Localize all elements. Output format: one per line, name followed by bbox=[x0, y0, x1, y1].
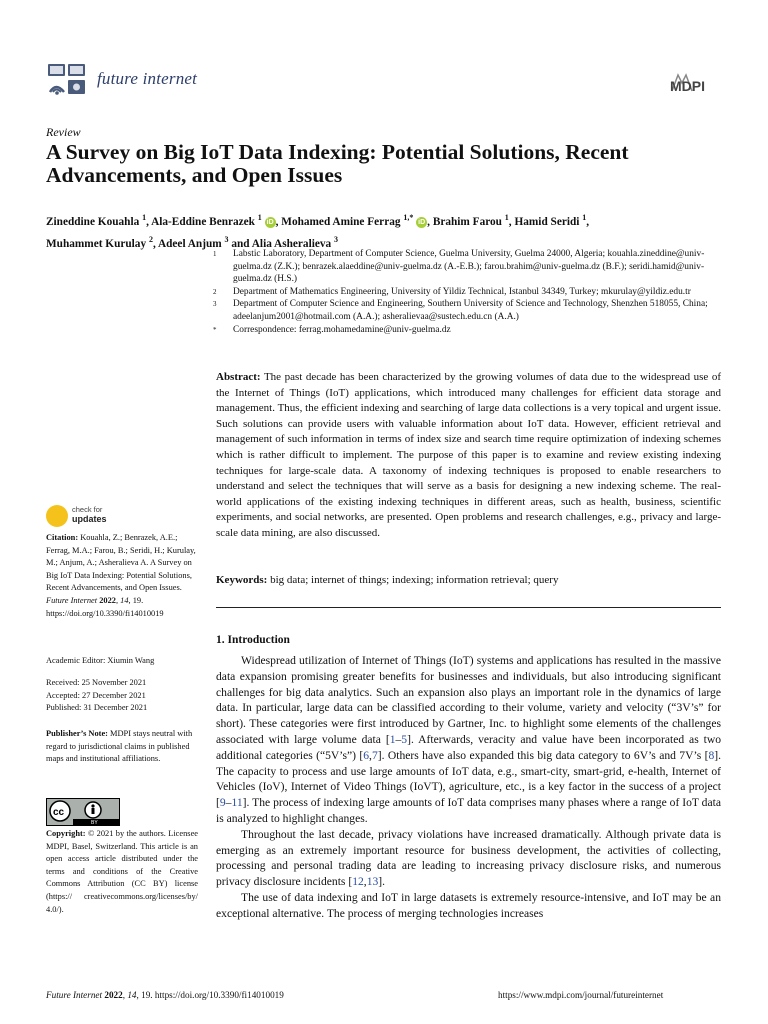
author[interactable]: Ala-Eddine Benrazek $^1$ iD bbox=[151, 213, 274, 228]
citation-link[interactable]: 12 bbox=[352, 875, 364, 889]
check-for-updates-button[interactable]: check for updates bbox=[46, 505, 146, 529]
author-list: Zineddine Kouahla $^1$, Ala-Eddine Benrazek $^1$ iD , Mohamed Amine Ferrag $^{1,*}$ iD , Brahim Farou $^1$, Hamid Seridi $^1$, Muhammet Kurulay $^2$, Adeel Anjum $^3$ and Alia Asheralieva $^3$ bbox=[46, 213, 590, 250]
page-title: A Survey on Big IoT Data Indexing: Potential Solutions, Recent Advancements, and Open Issues bbox=[46, 140, 629, 187]
section-heading: 1. Introduction bbox=[216, 634, 290, 646]
body-text bbox=[216, 653, 721, 922]
abstract bbox=[216, 370, 721, 542]
paragraph: Widespread utilization of Internet of Things (IoT) systems and applications has resulted in the massive data expansion promising greater benefits for businesses and individuals, but also introducing significant challenges for big data analytics. Such an expansion also plays an important role in the dynamics of large data. In particular, large data can be classified according to their volume, variety and velocity (“3V’s” for short). These categories were first introduced by Gartner, Inc. to highlight some elements of the challenges associated with large volume data [1–5]. Afterwards, veracity and value have been incorporated as two additional categories (“5V’s”) [6,7]. Others have also expanded this big data category to 6V’s and 7V’s [8]. The capacity to process and use large amounts of IoT data, e.g., smart-city, smart-grid, e-health, Internet of Vehicles (IoV), Internet of Video Things (IoVT), agriculture, etc., is a key factor in the success of a project [9–11]. The process of indexing large amounts of IoT data comprises many phases where a range of IoT data is analyzed to highlight changes. bbox=[216, 654, 722, 825]
academic-editor: Academic Editor: Xiumin Wang bbox=[46, 656, 155, 665]
author[interactable]: Mohamed Amine Ferrag $^{1,*}$ iD bbox=[281, 213, 426, 228]
divider bbox=[216, 607, 721, 608]
citation-link[interactable]: 5 bbox=[401, 732, 408, 746]
author[interactable]: Brahim Farou $^1$ bbox=[432, 213, 509, 228]
citation-link[interactable]: 7 bbox=[371, 748, 378, 762]
article-type: Review bbox=[46, 125, 81, 139]
journal-name: future internet bbox=[97, 69, 198, 88]
footer-citation: Future Internet 2022, 14, 19. https://doi.org/10.3390/fi14010019 bbox=[46, 990, 284, 1000]
affiliation: 2 Department of Mathematics Engineering, University of Yildiz Technical, Istanbul 34349, Turkey; mkurulay@yildiz.edu.tr bbox=[213, 286, 691, 297]
citation-link[interactable]: 13 bbox=[366, 875, 379, 889]
publication-dates bbox=[46, 677, 198, 715]
mdpi-logo-text: MDPI bbox=[670, 78, 705, 94]
affiliation: 3 Department of Computer Science and Engineering, Southern University of Science and Technology, Shenzhen 518055, China; adeelanjum2001@hotmail.com (A.A.); asheralievaa@sustech.edu.cn (A.A.) bbox=[213, 299, 708, 322]
orcid-icon[interactable]: iD bbox=[418, 218, 426, 226]
author[interactable]: Zineddine Kouahla $^1$ bbox=[46, 213, 147, 228]
citation-doi-link[interactable]: https://doi.org/10.3390/fi14010019 bbox=[46, 608, 164, 618]
copyright: Copyright: © 2021 by the authors. Licensee MDPI, Basel, Switzerland. This article is an open access article distributed under the terms and conditions of the Creative Commons Attribution (CC BY) license (https:// creativecommons.org/licenses/by/ 4.0/). bbox=[46, 829, 198, 914]
published-date: Published: 31 December 2021 bbox=[46, 703, 148, 713]
abstract-label: Abstract: bbox=[216, 371, 261, 383]
citation-link[interactable]: 9 bbox=[219, 796, 226, 810]
keywords-text: big data; internet of things; indexing; information retrieval; query bbox=[270, 574, 559, 586]
author[interactable]: Alia Asheralieva $^3$ bbox=[251, 234, 338, 250]
accepted-date: Accepted: 27 December 2021 bbox=[46, 690, 146, 700]
citation: Citation: Kouahla, Z.; Benrazek, A.E.; Ferrag, M.A.; Farou, B.; Seridi, H.; Kurulay, M.; Anjum, A.; Asheralieva A. A Survey on Big IoT Data Indexing: Potential Solutions, Recent Advancements, and Open Issues. Future Internet 2022, 14, 19. https://doi.org/10.3390/fi14010019 bbox=[46, 533, 196, 618]
abstract-text: The past decade has been characterized by the growing volumes of data due to the widespread use of the Internet of Things (IoT) applications, which introduced many challenges for efficient data storage and management. Thus, the efficient indexing and searching of large data collections is a very topical and urgent issue. Such solutions can provide users with valuable information about IoT data. However, efficient retrieval and management of such information in terms of index size and search time require optimization of indexing schemes which is rather difficult to implement. The purpose of this paper is to examine and review existing indexing techniques for large-scale data. A taxonomy of indexing techniques is proposed to enable researchers to understand and select the techniques that will serve as a basis for designing a new indexing scheme. The real-world applications of the existing indexing techniques in different areas, such as health, business, scientific experiments, and social networks, are presented. Open problems and research challenges, e.g., privacy and large-scale data mining, are also discussed. bbox=[216, 371, 721, 539]
keywords-label: Keywords: bbox=[216, 574, 268, 586]
author[interactable]: Muhammet Kurulay $^2$ bbox=[46, 234, 153, 250]
journal-logo-icon bbox=[46, 62, 88, 98]
orcid-icon[interactable]: iD bbox=[266, 218, 274, 226]
paragraph: The use of data indexing and IoT in large datasets is extremely resource-intensive, and IoT may be an exceptional alternative. The process of merging technologies increases bbox=[216, 890, 721, 920]
author[interactable]: Hamid Seridi $^1$ bbox=[514, 213, 587, 228]
check-updates-icon bbox=[46, 505, 68, 527]
svg-text:cc: cc bbox=[53, 807, 65, 818]
received-date: Received: 25 November 2021 bbox=[46, 678, 147, 687]
keywords bbox=[216, 573, 721, 588]
paragraph: Throughout the last decade, privacy violations have increased dramatically. Although private data is emerging as an extremely important resource for business development, the activities of collecting, processing and personal trading data are leading to increasing privacy disclosure risks, and numerous privacy disclosure incidents [12,13]. bbox=[216, 827, 721, 889]
correspondence: * Correspondence: ferrag.mohamedamine@univ-guelma.dz bbox=[213, 324, 451, 335]
publisher-note: Publisher’s Note: MDPI stays neutral with regard to jurisdictional claims in published maps and institutional affiliations. bbox=[46, 729, 193, 764]
cc-by-license-icon[interactable] bbox=[46, 798, 120, 826]
citation-link[interactable]: 8 bbox=[708, 748, 715, 762]
affiliation: 1 Labstic Laboratory, Department of Computer Science, Guelma University, Guelma 24000, Algeria; kouahla.zineddine@univ-guelma.dz (Z.K.); benrazek.alaeddine@univ-guelma.dz (A.-E.B.); farou.brahim@univ-guelma.dz (B.F.); seridi.hamid@univ-guelma.dz (H.S.) bbox=[213, 249, 705, 285]
citation-label: Citation: bbox=[46, 533, 79, 542]
author[interactable]: Adeel Anjum $^3$ bbox=[157, 234, 229, 250]
footer-journal-link[interactable]: https://www.mdpi.com/journal/futureinternet bbox=[498, 990, 664, 1000]
citation-link[interactable]: 11 bbox=[231, 796, 243, 810]
citation-link[interactable]: 1 bbox=[389, 732, 396, 746]
mdpi-logo-icon bbox=[668, 69, 724, 99]
citation-link[interactable]: 6 bbox=[363, 748, 370, 762]
svg-text:BY: BY bbox=[91, 820, 98, 825]
affiliations bbox=[213, 248, 713, 336]
